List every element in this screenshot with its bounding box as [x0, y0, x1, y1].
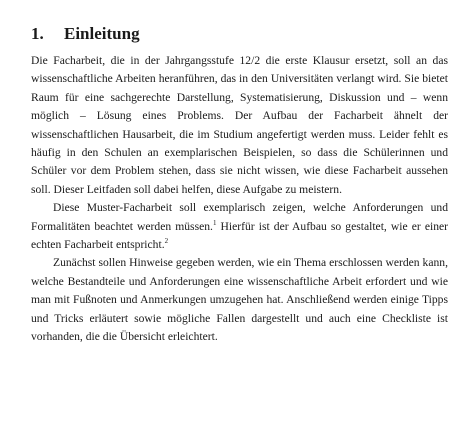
- footnote-marker-2[interactable]: 2: [164, 237, 169, 246]
- section-title: Einleitung: [64, 24, 140, 43]
- section-heading: [31, 24, 448, 44]
- section-number: 1.: [31, 24, 44, 43]
- paragraph-muster-text-a: Diese Muster-Facharbeit soll exemplarisch zeigen, welche Anforderungen und Formalitäten beachtet werden müssen.: [31, 201, 448, 233]
- paragraph-muster: [31, 199, 448, 254]
- footnote-marker-1[interactable]: 1: [212, 218, 217, 227]
- paragraph-intro-text: Die Facharbeit, die in der Jahrgangsstufe 12/2 die erste Klausur ersetzt, soll an das wissenschaftliche Arbeiten heranführen, das in den Universitäten verlangt wird. Sie bietet Raum für eine sachgerechte Darstellung, Systematisierung, Diskussion und – wenn möglich – Lösung eines Problems. Der Aufbau der Facharbeit ähnelt der wissenschaftlichen Hausarbeit, die im Studium angefertigt werden muss. Leider fehlt es häufig in den Schulen an exemplarischen Beispielen, so dass die Schülerinnen und Schüler vor dem Problem stehen, dass sie nicht wissen, wie diese Facharbeit aussehen soll. Dieser Leitfaden soll dabei helfen, diese Aufgabe zu meistern.: [31, 54, 448, 196]
- paragraph-overview-text: Zunächst sollen Hinweise gegeben werden, wie ein Thema erschlossen werden kann, welche Bestandteile und Anforderungen eine wissenschaftliche Arbeit erfordert und wie man mit Fußnoten und Anmerkungen umzugehen hat. Anschließend werden einige Tipps und Tricks erläutert sowie mögliche Fallen dargestellt und auch eine Checkliste ist vorhanden, die die Übersicht erleichtert.: [31, 256, 448, 344]
- paragraph-intro: [31, 52, 448, 199]
- paragraph-muster-text-b: Hierfür ist der Aufbau so gestaltet, wie er einer echten Facharbeit entspricht.: [31, 219, 448, 252]
- paragraph-overview: [31, 254, 448, 346]
